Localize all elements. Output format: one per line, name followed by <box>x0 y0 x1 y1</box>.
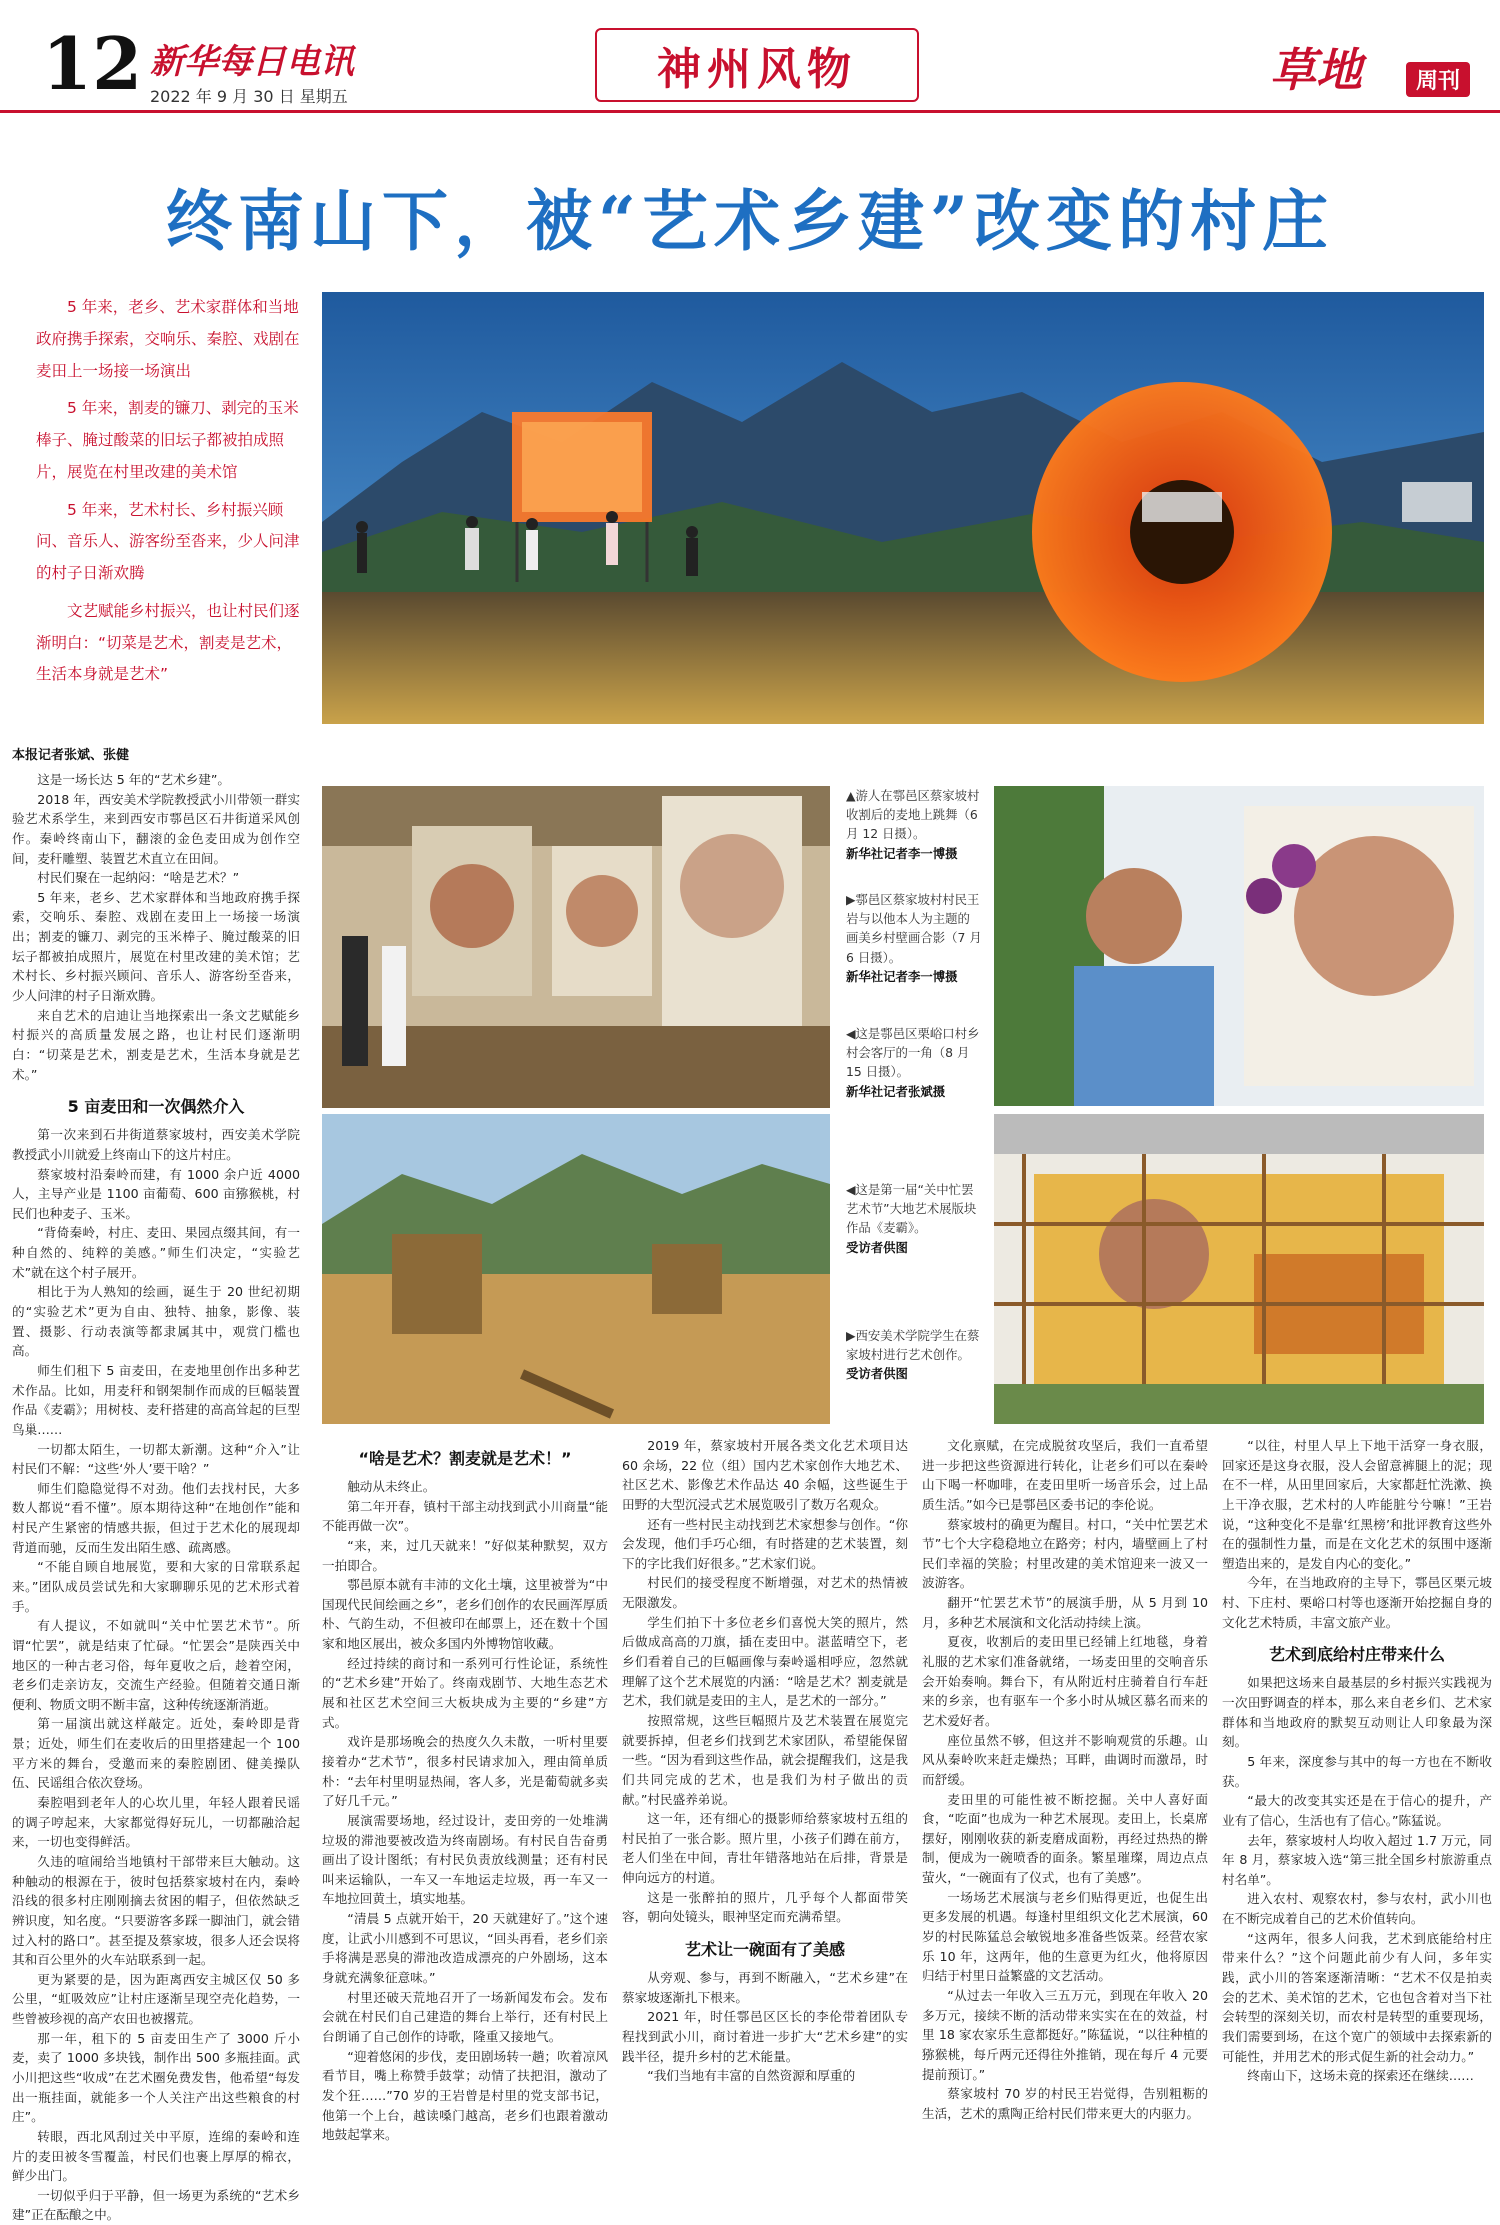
body-paragraph: 第一次来到石井街道蔡家坡村，西安美术学院教授武小川就爱上终南山下的这片村庄。 <box>12 1127 300 1162</box>
photo-students-painting <box>994 1114 1484 1424</box>
caption-text: ◀这是第一届“关中忙罢艺术节”大地艺术展版块作品《麦霸》。 <box>846 1182 977 1236</box>
article-column-1 <box>12 770 300 2223</box>
page-number: 12 <box>42 21 143 106</box>
body-paragraph: 2021 年，时任鄠邑区区长的李伦带着团队专程找到武小川，商讨着进一步扩大“艺术乡建”的实践半径，提升乡村的艺术能量。 <box>622 2009 908 2064</box>
body-paragraph: “不能自顾自地展览，要和大家的日常联系起来。”团队成员尝试先和大家聊聊乐见的艺术形式着手。 <box>12 1559 300 1614</box>
caption-credit: 受访者供图 <box>846 1239 908 1255</box>
body-paragraph: “这两年，很多人问我，艺术到底能给村庄带来什么？”这个问题此前少有人问，多年实践，武小川的答案逐渐清晰：“艺术不仅是拍卖会的艺术、美术馆的艺术，它也包含着对当下社会转型的深刻关切，而农村是转型的重要现场，我们需要到场，在这个宽广的领域中去探索新的可能性，并用艺术的形式促生新的社会动力。” <box>1222 1930 1492 2064</box>
caption-credit: 新华社记者张斌摄 <box>846 1083 946 1099</box>
body-paragraph: 有人提议，不如就叫“关中忙罢艺术节”。所谓“忙罢”，就是结束了忙碌。“忙罢会”是陕西关中地区的一种古老习俗，每年夏收之后，趁着空闲，老乡们走亲访友，交流生产经验。但随着交通日渐便利、物质文明不断丰富，这种传统逐渐消逝。 <box>12 1618 300 1712</box>
body-paragraph: 戏许是那场晚会的热度久久未散，一听村里要接着办“艺术节”，很多村民请求加入，理由简单质朴：“去年村里明显热闹，客人多，光是葡萄就多卖了好几千元。” <box>322 1734 608 1809</box>
caption-text: ▲游人在鄠邑区蔡家坡村收割后的麦地上跳舞（6 月 12 日摄）。 <box>846 788 980 842</box>
hero-illustration <box>322 292 1484 724</box>
section-subheading: “啥是艺术？割麦就是艺术！” <box>358 1449 572 1468</box>
body-paragraph: 村里还破天荒地召开了一场新闻发布会。发布会就在村民们自己建造的舞台上举行，还有村民上台朗诵了自己创作的诗歌，隆重又接地气。 <box>322 1989 608 2044</box>
sculpture-illustration <box>322 1114 830 1424</box>
photo-village-living-room <box>322 786 830 1108</box>
body-paragraph: 2019 年，蔡家坡村开展各类文化艺术项目达 60 余场，22 位（组）国内艺术家创作大地艺术、社区艺术、影像艺术作品达 40 余幅，这些诞生于田野的大型沉浸式艺术展览吸引了数万名观众。 <box>622 1438 908 1512</box>
photo-villager-mural <box>994 786 1484 1106</box>
body-paragraph: 触动从未终止。 <box>347 1479 436 1494</box>
mural-illustration <box>994 786 1484 1106</box>
article-column-5 <box>1222 1436 1492 2160</box>
hero-photo-dancing-in-wheat-field <box>322 292 1484 724</box>
scaffold-illustration <box>994 1114 1484 1424</box>
body-paragraph: 第二年开春，镇村干部主动找到武小川商量“能不能再做一次”。 <box>322 1498 608 1534</box>
body-paragraph: 还有一些村民主动找到艺术家想参与创作。“你会发现，他们手巧心细，有时搭建的艺术装置，刻下的字比我们好很多。”艺术家们说。 <box>622 1516 908 1571</box>
body-paragraph: 去年，蔡家坡村人均收入超过 1.7 万元，同年 8 月，蔡家坡入选“第三批全国乡村旅游重点村名单”。 <box>1222 1832 1492 1887</box>
body-paragraph: 今年，在当地政府的主导下，鄠邑区栗元坡村、下庄村、栗峪口村等也逐渐开始挖掘自身的文化艺术特质，丰富文旅产业。 <box>1222 1575 1492 1630</box>
body-paragraph: 进入农村、观察农村，参与农村，武小川也在不断完成着自己的艺术价值转向。 <box>1222 1891 1492 1927</box>
weekly-name: 草地 <box>1270 43 1362 97</box>
body-paragraph: 转眼，西北风刮过关中平原，连绵的秦岭和连片的麦田被冬雪覆盖，村民们也裹上厚厚的棉衣，鲜少出门。 <box>12 2128 300 2184</box>
caption-credit: 受访者供图 <box>846 1366 908 1382</box>
body-paragraph: 终南山下，这场未竟的探索还在继续…… <box>1247 2068 1474 2084</box>
body-paragraph: 秦腔唱到老年人的心坎儿里，年轻人跟着民谣的调子哼起来，大家都觉得好玩儿，一切都融洽起来，一切也变得鲜活。 <box>12 1795 300 1850</box>
caption-1 <box>846 786 982 863</box>
body-paragraph: 更为紧要的是，因为距离西安主城区仅 50 多公里，“虹吸效应”让村庄逐渐呈现空壳化趋势，一些曾被珍视的高产农田也被撂荒。 <box>12 1971 300 2027</box>
body-paragraph: “来，来，过几天就来！”好似某种默契，双方一拍即合。 <box>322 1537 608 1573</box>
body-paragraph: 师生们租下 5 亩麦田，在麦地里创作出多种艺术作品。比如，用麦秆和钢架制作而成的巨幅装置作品《麦霸》；用树枝、麦秆搭建的高高耸起的巨型鸟巢…… <box>12 1362 300 1437</box>
caption-credit: 新华社记者李一博摄 <box>846 845 958 861</box>
body-paragraph: 久违的喧闹给当地镇村干部带来巨大触动。这种触动的根源在于，彼时包括蔡家坡村在内，秦岭沿线的很多村庄刚刚摘去贫困的帽子，但依然缺乏辨识度，知名度。“只要游客多踩一脚油门，就会错过入村的路口”。甚至提及蔡家坡，很多人还会误将其和百公里外的火车站联系到一起。 <box>12 1853 300 1968</box>
caption-3 <box>846 1024 982 1101</box>
caption-4 <box>846 1180 982 1257</box>
body-paragraph: 文化禀赋，在完成脱贫攻坚后，我们一直希望进一步把这些资源进行转化，让老乡们可以在秦岭山下喝一杯咖啡，在麦田里听一场音乐会，过上品质生活。”如今已是鄠邑区委书记的李伦说。 <box>922 1438 1208 1512</box>
body-paragraph: “迎着悠闲的步伐，麦田剧场转一趟；吹着凉风看节目，嘴上称赞手鼓掌；动情了扶把泪，激动了发个狂……”70 岁的王岩曾是村里的党支部书记，他第一个上台，越读嗓门越高，老乡们也跟着激动地鼓起掌来。 <box>322 2048 608 2143</box>
body-paragraph: “我们当地有丰富的自然资源和厚重的 <box>647 2068 856 2084</box>
body-paragraph: 经过持续的商讨和一系列可行性论证，系统性的“艺术乡建”开始了。终南戏剧节、大地生态艺术展和社区艺术空间三大板块成为主要的“乡建”方式。 <box>322 1655 608 1730</box>
body-paragraph: “最大的改变其实还是在于信心的提升，产业有了信心，生活也有了信心。”陈猛说。 <box>1222 1793 1492 1828</box>
body-paragraph: 一切似乎归于平静，但一场更为系统的“艺术乡建”正在酝酿之中。 <box>12 2187 300 2223</box>
lead-summary <box>36 292 302 697</box>
body-paragraph: “从过去一年收入三五万元，到现在年收入 20 多万元，接续不断的活动带来实实在在的效益，村里 18 家农家乐生意都挺好。”陈猛说，“以往种植的猕猴桃，每斤两元还得往外推销，现在每斤 4 元要提前预订。” <box>922 1987 1208 2082</box>
caption-text: ▶西安美术学院学生在蔡家坡村进行艺术创作。 <box>846 1328 980 1363</box>
body-paragraph: “以往，村里人早上下地干活穿一身衣服，回家还是这身衣服，没人会留意裤腿上的泥；现在不一样，从田里回家后，大家都赶忙洗漱、换上干净衣服，艺术村的人咋能脏兮兮嘛！”王岩说，“这种变化不是靠‘红黑榜’和批评教育这些外在的强制性力量，而是在文化艺术的氛围中逐渐塑造出来的，是发自内心的变化。” <box>1222 1438 1492 1571</box>
article-column-3 <box>622 1436 908 2160</box>
body-paragraph: “清晨 5 点就开始干，20 天就建好了。”这个速度，让武小川感到不可思议，“回头再看，老乡们亲手将满是恶臭的滞池改造成漂亮的户外剧场，这本身就充满象征意味。” <box>322 1911 608 1986</box>
photo-straw-sculpture <box>322 1114 830 1424</box>
caption-2 <box>846 890 982 986</box>
body-paragraph: 2018 年，西安美术学院教授武小川带领一群实验艺术系学生，来到西安市鄠邑区石井街道采风创作。秦岭终南山下，翻滚的金色麦田成为创作空间，麦秆雕塑、装置艺术直立在田间。 <box>12 791 300 866</box>
body-paragraph: 第一届演出就这样敲定。近处，秦岭即是背景；近处，师生们在麦收后的田里搭建起一个 100 平方米的舞台，受邀而来的秦腔剧团、健美操队伍、民谣组合依次登场。 <box>12 1716 300 1791</box>
body-paragraph: 展演需要场地，经过设计，麦田旁的一处堆满垃圾的滞池要被改造为终南剧场。有村民自告奋勇画出了设计图纸；有村民负责放线测量；还有村民叫来运输队，一车又一车地运走垃圾，再一车又一车地拉回黄土，填实地基。 <box>322 1812 608 1907</box>
issue-date: 2022 年 9 月 30 日 星期五 <box>150 87 348 106</box>
lead-paragraph: 5 年来，老乡、艺术家群体和当地政府携手探索，交响乐、秦腔、戏剧在麦田上一场接一场演出 <box>36 298 300 380</box>
article-column-2 <box>322 1436 608 2160</box>
body-paragraph: 这是一张醉拍的照片，几乎每个人都面带笑容，朝向处镜头，眼神坚定而充满希望。 <box>622 1889 908 1925</box>
article-column-4 <box>922 1436 1208 2160</box>
section-subheading: 艺术让一碗面有了美感 <box>684 1940 845 1960</box>
body-paragraph: 麦田里的可能性被不断挖掘。关中人喜好面食，“吃面”也成为一种艺术展现。麦田上，长桌席摆好，刚刚收获的新麦磨成面粉，再经过热热的擀制，便成为一碗喷香的面条。繁星璀璨，周边点点萤火，“一碗面有了仪式，也有了美感”。 <box>922 1791 1208 1886</box>
body-paragraph: 蔡家坡村沿秦岭而建，有 1000 余户近 4000 人，主导产业是 1100 亩葡萄、600 亩猕猴桃，村民们也种麦子、玉米。 <box>12 1166 300 1221</box>
newspaper-brand: 新华每日电讯 <box>150 42 354 82</box>
body-paragraph: 村民们的接受程度不断增强，对艺术的热情被无限激发。 <box>622 1575 908 1611</box>
body-paragraph: 5 年来，深度参与其中的每一方也在不断收获。 <box>1222 1753 1492 1789</box>
body-paragraph: “背倚秦岭，村庄、麦田、果园点缀其间，有一种自然的、纯粹的美感。”师生们决定，“实验艺术”就在这个村子展开。 <box>12 1225 300 1280</box>
caption-text: ▶鄠邑区蔡家坡村村民王岩与以他本人为主题的画美乡村壁画合影（7 月 6 日摄）。 <box>846 892 982 965</box>
body-paragraph: 按照常规，这些巨幅照片及艺术装置在展览完就要拆掉，但老乡们找到艺术家团队，希望能保留一些。“因为看到这些作品，就会提醒我们，这是我们共同完成的艺术，也是我们为村子做出的贡献。”村民盛养弟说。 <box>622 1712 908 1807</box>
caption-credit: 新华社记者李一博摄 <box>846 968 958 984</box>
body-paragraph: 村民们聚在一起纳闷：“啥是艺术？” <box>37 870 240 886</box>
body-paragraph: 师生们隐隐觉得不对劲。他们去找村民，大多数人都说“看不懂”。原本期待这种“在地创作”能和村民产生紧密的情感共振，但过于艺术化的展现却背道而驰，反而生发出陌生感、疏离感。 <box>12 1480 300 1555</box>
section-subheading: 艺术到底给村庄带来什么 <box>1268 1645 1445 1665</box>
body-paragraph: 鄠邑原本就有丰沛的文化土壤，这里被誉为“中国现代民间绘画之乡”，老乡们创作的农民画浑厚质朴、气韵生动，不但被印在邮票上，还在数十个国家和地区展出，被众多国内外博物馆收藏。 <box>322 1577 608 1652</box>
lead-paragraph: 文艺赋能乡村振兴，也让村民们逐渐明白：“切菜是艺术，割麦是艺术，生活本身就是艺术” <box>36 601 300 684</box>
lead-paragraph: 5 年来，割麦的镰刀、剥完的玉米棒子、腌过酸菜的旧坛子都被拍成照片，展览在村里改建的美术馆 <box>36 399 299 481</box>
body-paragraph: 如果把这场来自最基层的乡村振兴实践视为一次田野调查的样本，那么来自老乡们、艺术家群体和当地政府的默契互动则让人印象最为深刻。 <box>1222 1675 1492 1750</box>
body-paragraph: 相比于为人熟知的绘画，诞生于 20 世纪初期的“实验艺术”更为自由、独特、抽象，影像、装置、摄影、行动表演等都隶属其中，观赏门槛也高。 <box>12 1284 300 1359</box>
section-title: 神州风物 <box>595 28 919 102</box>
gallery-illustration <box>322 786 830 1108</box>
body-paragraph: 座位虽然不够，但这并不影响观赏的乐趣。山风从秦岭吹来赶走燥热；耳畔，曲调时而激昂，时而舒缓。 <box>922 1732 1208 1787</box>
body-paragraph: 蔡家坡村的确更为醒目。村口，“关中忙罢艺术节”七个大字稳稳地立在路旁；村内，墙壁画上了村民们幸福的笑脸；村里改建的美术馆迎来一波又一波游客。 <box>922 1516 1208 1591</box>
body-paragraph: 一切都太陌生，一切都太新潮。这种“介入”让村民们不解：“这些‘外人’要干啥？” <box>12 1441 300 1477</box>
body-paragraph: 5 年来，老乡、艺术家群体和当地政府携手探索，交响乐、秦腔、戏剧在麦田上一场接一场演出；割麦的镰刀、剥完的玉米棒子、腌过酸菜的旧坛子都被拍成照片，展览在村里改建的美术馆；艺术村长、乡村振兴顾问、音乐人、游客纷至沓来，少人问津的村子日渐欢腾。 <box>12 889 300 1004</box>
caption-text: ◀这是鄠邑区栗峪口村乡村会客厅的一角（8 月 15 日摄）。 <box>846 1026 980 1080</box>
headline: 终南山下，被“艺术乡建”改变的村庄 <box>166 182 1334 260</box>
body-paragraph: 那一年，租下的 5 亩麦田生产了 3000 斤小麦，卖了 1000 多块钱，制作出 500 多瓶挂面。武小川把这些“收成”在艺术圈免费发售，他希望“每发出一瓶挂面，就能多一个人关注产出这些粮食的村庄”。 <box>12 2030 300 2125</box>
body-paragraph: 一场场艺术展演与老乡们贴得更近，也促生出更多发展的机遇。每逢村里组织文化艺术展演，60 岁的村民陈猛总会敏锐地多准备些饭菜。经营农家乐 10 年，这两年，他的生意更为红火，他将原因归结于村里日益繁盛的文艺活动。 <box>922 1889 1208 1984</box>
body-paragraph: 夏夜，收割后的麦田里已经铺上红地毯，身着礼服的艺术家们准备就绪，一场麦田里的交响音乐会开始奏响。舞台下，有从附近村庄骑着自行车赶来的乡亲，也有驱车一个多小时从城区慕名而来的艺术爱好者。 <box>922 1634 1208 1728</box>
weekly-logo <box>1270 34 1470 100</box>
section-subheading: 5 亩麦田和一次偶然介入 <box>67 1097 245 1117</box>
body-paragraph: 学生们拍下十多位老乡们喜悦大笑的照片，然后做成高高的刀旗，插在麦田中。湛蓝晴空下，老乡们看着自己的巨幅画像与秦岭遥相呼应，忽然就理解了这个艺术展览的内涵：“啥是艺术？割麦就是艺术，我们就是麦田的主人，是艺术的一部分。” <box>622 1614 908 1709</box>
body-paragraph: 来自艺术的启迪让当地探索出一条文艺赋能乡村振兴的高质量发展之路，也让村民们逐渐明白：“切菜是艺术，割麦是艺术，生活本身就是艺术。” <box>12 1007 300 1082</box>
lead-paragraph: 5 年来，艺术村长、乡村振兴顾问、音乐人、游客纷至沓来，少人问津的村子日渐欢腾 <box>36 500 300 583</box>
weekly-tag: 周刊 <box>1406 62 1470 97</box>
body-paragraph: 翻开“忙罢艺术节”的展演手册，从 5 月到 10 月，多种艺术展演和文化活动持续上演。 <box>922 1595 1208 1630</box>
body-paragraph: 这一年，还有细心的摄影师给蔡家坡村五组的村民拍了一张合影。照片里，小孩子们蹲在前方，老人们坐在中间，青壮年错落地站在后排，背景是伸向远方的村道。 <box>622 1811 908 1886</box>
masthead-divider <box>0 110 1500 113</box>
caption-5 <box>846 1326 982 1384</box>
body-paragraph: 从旁观、参与，再到不断融入，“艺术乡建”在蔡家坡逐渐扎下根来。 <box>622 1970 908 2005</box>
body-paragraph: 这是一场长达 5 年的“艺术乡建”。 <box>37 772 230 787</box>
body-paragraph: 蔡家坡村 70 岁的村民王岩觉得，告别粗粝的生活，艺术的熏陶正给村民们带来更大的内驱力。 <box>922 2086 1208 2121</box>
byline: 本报记者张斌、张健 <box>12 748 130 763</box>
